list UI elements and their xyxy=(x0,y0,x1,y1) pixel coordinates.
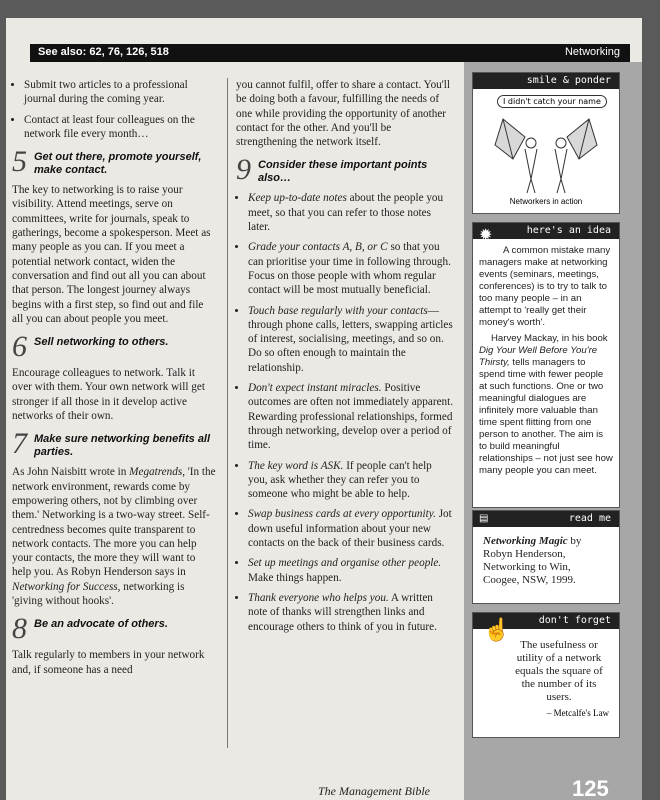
list-item xyxy=(248,507,454,550)
point-text: —through phone calls, letters, swapping articles of interest, socialising, meetings, and so on. Do so often enough to maintain the relationship. xyxy=(248,304,453,374)
column-left xyxy=(12,78,217,683)
page-number: 125 xyxy=(572,776,609,800)
point-text: If people can't help you, ask whether they can refer you to someone who might be able to help. xyxy=(248,459,432,501)
speech-bubble: I didn't catch your name xyxy=(497,95,607,108)
point-lead: Keep up-to-date notes xyxy=(248,192,347,205)
tip-heading: Make sure networking benefits all parties. xyxy=(34,433,211,459)
tip-body xyxy=(12,465,217,608)
list-item: • Contact at least four colleagues on the network file every month… xyxy=(24,113,217,142)
continued-text: you cannot fulfil, offer to share a contact. You'll be doing both a favour, fulfilling the needs of one while providing the opportunity of another contact for the other. And you'll be strengthening the network itself. xyxy=(236,79,451,149)
list-item xyxy=(248,556,454,585)
text-run: , networking is 'giving without hooks'. xyxy=(12,580,185,608)
read-me-box xyxy=(472,510,620,604)
book-title: Megatrends xyxy=(129,466,183,479)
tip-body: The key to networking is to raise your visibility. Attend meetings, serve on committees, write for journals, speak to gatherings, become a spokesperson. Meet as many people as you can. If you meet a potential network contact, widen the conversation and find out all you can about that person. The longest journey always begins with a first step, so find out and file all you can about people you meet. xyxy=(12,184,211,325)
list-item xyxy=(248,191,454,234)
tip-8 xyxy=(12,612,217,646)
text-run: , 'In the network environment, rewards come by empowering others, not by climbing over them.' Networking is a two-way street. Self-centredness becomes quite transparent to network contacts. The more you can help your contacts, the more they will want to help you. As Robyn Henderson says in xyxy=(12,466,216,579)
tip-number: 6 xyxy=(12,330,27,364)
idea-paragraph xyxy=(479,333,613,477)
box-heading: read me xyxy=(473,511,619,527)
cartoon-caption: Networkers in action xyxy=(509,197,583,206)
tip-heading: Get out there, promote yourself, make contact. xyxy=(34,151,202,177)
smile-ponder-box xyxy=(472,72,620,214)
quote-text: The usefulness or utility of a network equals the square of the number of its users. xyxy=(515,639,603,703)
tip-9 xyxy=(236,153,454,187)
hand-icon: ☝ xyxy=(483,617,511,642)
text-run: tells managers to spend time with fewer people at such functions. One or two meaningful dialogues are infinitely more valuable than time spent flitting from one person to another. The aim is to build meaningful relationships – not just see how many people you can meet. xyxy=(479,357,613,476)
tip-body: Encourage colleagues to network. Talk it over with them. Your own network will get stronger if all those in it develop active networks of their own. xyxy=(12,367,205,423)
column-divider xyxy=(227,78,228,748)
header-bar xyxy=(30,44,630,62)
idea-box xyxy=(472,222,620,508)
point-lead: The key word is ASK. xyxy=(248,459,344,472)
idea-paragraph: A common mistake many managers make at networking events (seminars, meetings, conferences) is to try to talk to too many people – in an attempt to 'really get their money's worth'. xyxy=(479,245,611,328)
text-run: by Robyn Henderson, Networking to Win, Coogee, NSW, 1999. xyxy=(483,535,582,586)
book-title: Dig Your Well Before You're Thirsty, xyxy=(479,345,598,368)
read-me-text xyxy=(473,527,619,595)
column-middle xyxy=(236,78,454,640)
list-item xyxy=(248,304,454,375)
point-lead: Don't expect instant miracles. xyxy=(248,382,382,395)
tip-heading: Be an advocate of others. xyxy=(34,618,168,631)
quote-attribution: – Metcalfe's Law xyxy=(546,708,609,718)
tip-number: 7 xyxy=(12,427,27,461)
bulb-icon: ✹ xyxy=(479,227,493,244)
text-run: Harvey Mackay, in his book xyxy=(491,333,608,344)
list-item: • Submit two articles to a professional journal during the coming year. xyxy=(24,78,217,107)
tip-heading: Consider these important points also… xyxy=(258,159,428,185)
box-heading: don't forget xyxy=(473,613,619,629)
tip-heading: Sell networking to others. xyxy=(34,336,169,349)
text-run: As John Naisbitt wrote in xyxy=(12,466,130,479)
tip-6 xyxy=(12,330,217,364)
point-text: Positive outcomes are often not immediately apparent. Rewarding professional relationships, formed through networking, develop over a period of time. xyxy=(248,382,454,452)
list-item xyxy=(248,240,454,297)
list-item xyxy=(248,591,454,634)
book-icon: ▤ xyxy=(479,513,489,524)
tip-5 xyxy=(12,145,217,179)
box-heading: here's an idea xyxy=(473,223,619,239)
see-also: See also: 62, 76, 126, 518 xyxy=(38,46,169,58)
points-list xyxy=(236,191,454,633)
point-text: so that you can prioritise your time in following through. Focus on those people with whom regular contact will be most mutually beneficial. xyxy=(248,241,451,297)
tip-number: 9 xyxy=(236,153,251,187)
point-lead: Grade your contacts A, B, or C xyxy=(248,241,388,254)
point-lead: Set up meetings and organise other people. xyxy=(248,557,442,570)
book-page xyxy=(6,18,642,800)
networkers-illustration xyxy=(473,109,619,199)
tip-body: Talk regularly to members in your network and, if someone has a need xyxy=(12,649,205,676)
cartoon xyxy=(473,89,619,211)
book-name: The Management Bible xyxy=(318,784,430,798)
point-text: Jot down useful information about your new contacts on the back of their business cards. xyxy=(248,508,452,550)
book-title: Networking Magic xyxy=(483,535,568,547)
tip-number: 8 xyxy=(12,612,27,646)
dont-forget-box xyxy=(472,612,620,738)
idea-text xyxy=(473,239,619,481)
list-item xyxy=(248,381,454,452)
point-lead: Touch base regularly with your contacts xyxy=(248,304,428,317)
book-title: Networking for Success xyxy=(12,580,118,593)
section-title: Networking xyxy=(564,46,620,58)
point-text: about the people you meet, so that you can refer to those notes later. xyxy=(248,192,444,234)
point-lead: Thank everyone who helps you. xyxy=(248,591,389,604)
point-lead: Swap business cards at every opportunity. xyxy=(248,508,436,521)
list-item xyxy=(248,459,454,502)
box-heading: smile & ponder xyxy=(473,73,619,89)
tip-number: 5 xyxy=(12,145,27,179)
tip-7 xyxy=(12,427,217,461)
point-text: A written note of thanks will strengthen links and encourage others to think of you in future. xyxy=(248,591,437,633)
point-text: Make things happen. xyxy=(248,571,342,584)
intro-list xyxy=(12,78,217,141)
